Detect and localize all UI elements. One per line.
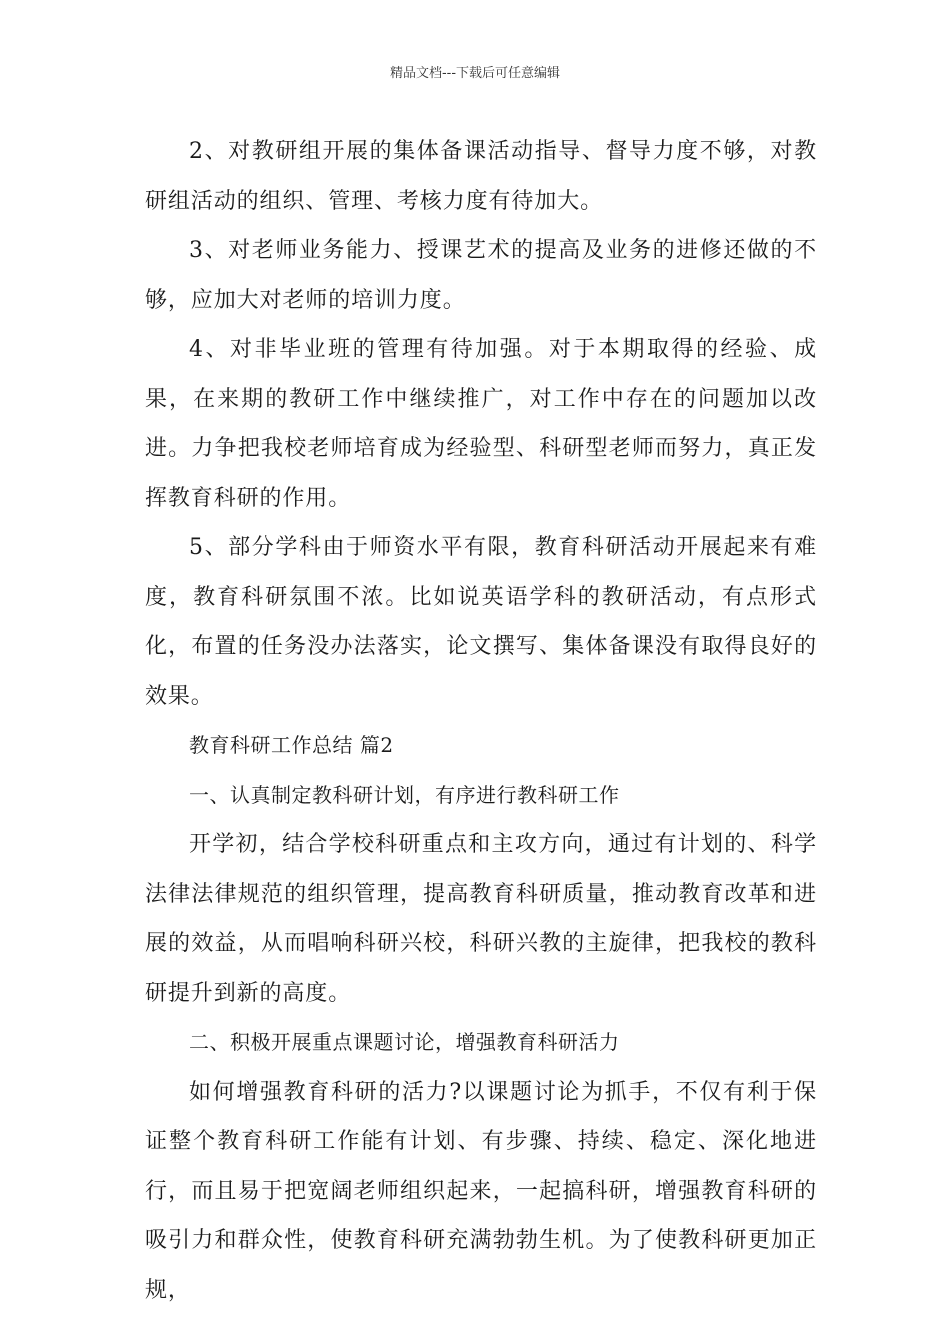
paragraph-item-2: 2、对教研组开展的集体备课活动指导、督导力度不够，对教研组活动的组织、管理、考核力度有待加大。 [145,139,817,214]
page-header: 精品文档---下载后可任意编辑 [389,66,561,81]
document-body [145,127,817,1315]
heading-two: 二、积极开展重点课题讨论，增强教育科研活力 [189,1030,620,1054]
paragraph-item-3: 3、对老师业务能力、授课艺术的提高及业务的进修还做的不够，应加大对老师的培训力度。 [145,238,817,313]
paragraph-item-5: 5、部分学科由于师资水平有限，教育科研活动开展起来有难度，教育科研氛围不浓。比如说英语学科的教研活动，有点形式化，布置的任务没办法落实，论文撰写、集体备课没有取得良好的效果。 [145,535,817,709]
paragraph-item-4: 4、对非毕业班的管理有待加强。对于本期取得的经验、成果，在来期的教研工作中继续推广，对工作中存在的问题加以改进。力争把我校老师培育成为经验型、科研型老师而努力，真正发挥教育科研的作用。 [145,337,817,511]
heading-one: 一、认真制定教科研计划，有序进行教科研工作 [189,782,620,807]
section-title: 教育科研工作总结 篇2 [189,733,394,757]
paragraph-plan: 开学初，结合学校科研重点和主攻方向，通过有计划的、科学法律法律规范的组织管理，提高教育科研质量，推动教育改革和进展的效益，从而唱响科研兴校，科研兴教的主旋律，把我校的教科研提升到新的高度。 [145,832,817,1006]
paragraph-research: 如何增强教育科研的活力?以课题讨论为抓手，不仅有利于保证整个教育科研工作能有计划、有步骤、持续、稳定、深化地进行，而且易于把宽阔老师组织起来，一起搞科研，增强教育科研的吸引力和群众性，使教育科研充满勃勃生机。为了使教科研更加正规， [145,1079,817,1303]
